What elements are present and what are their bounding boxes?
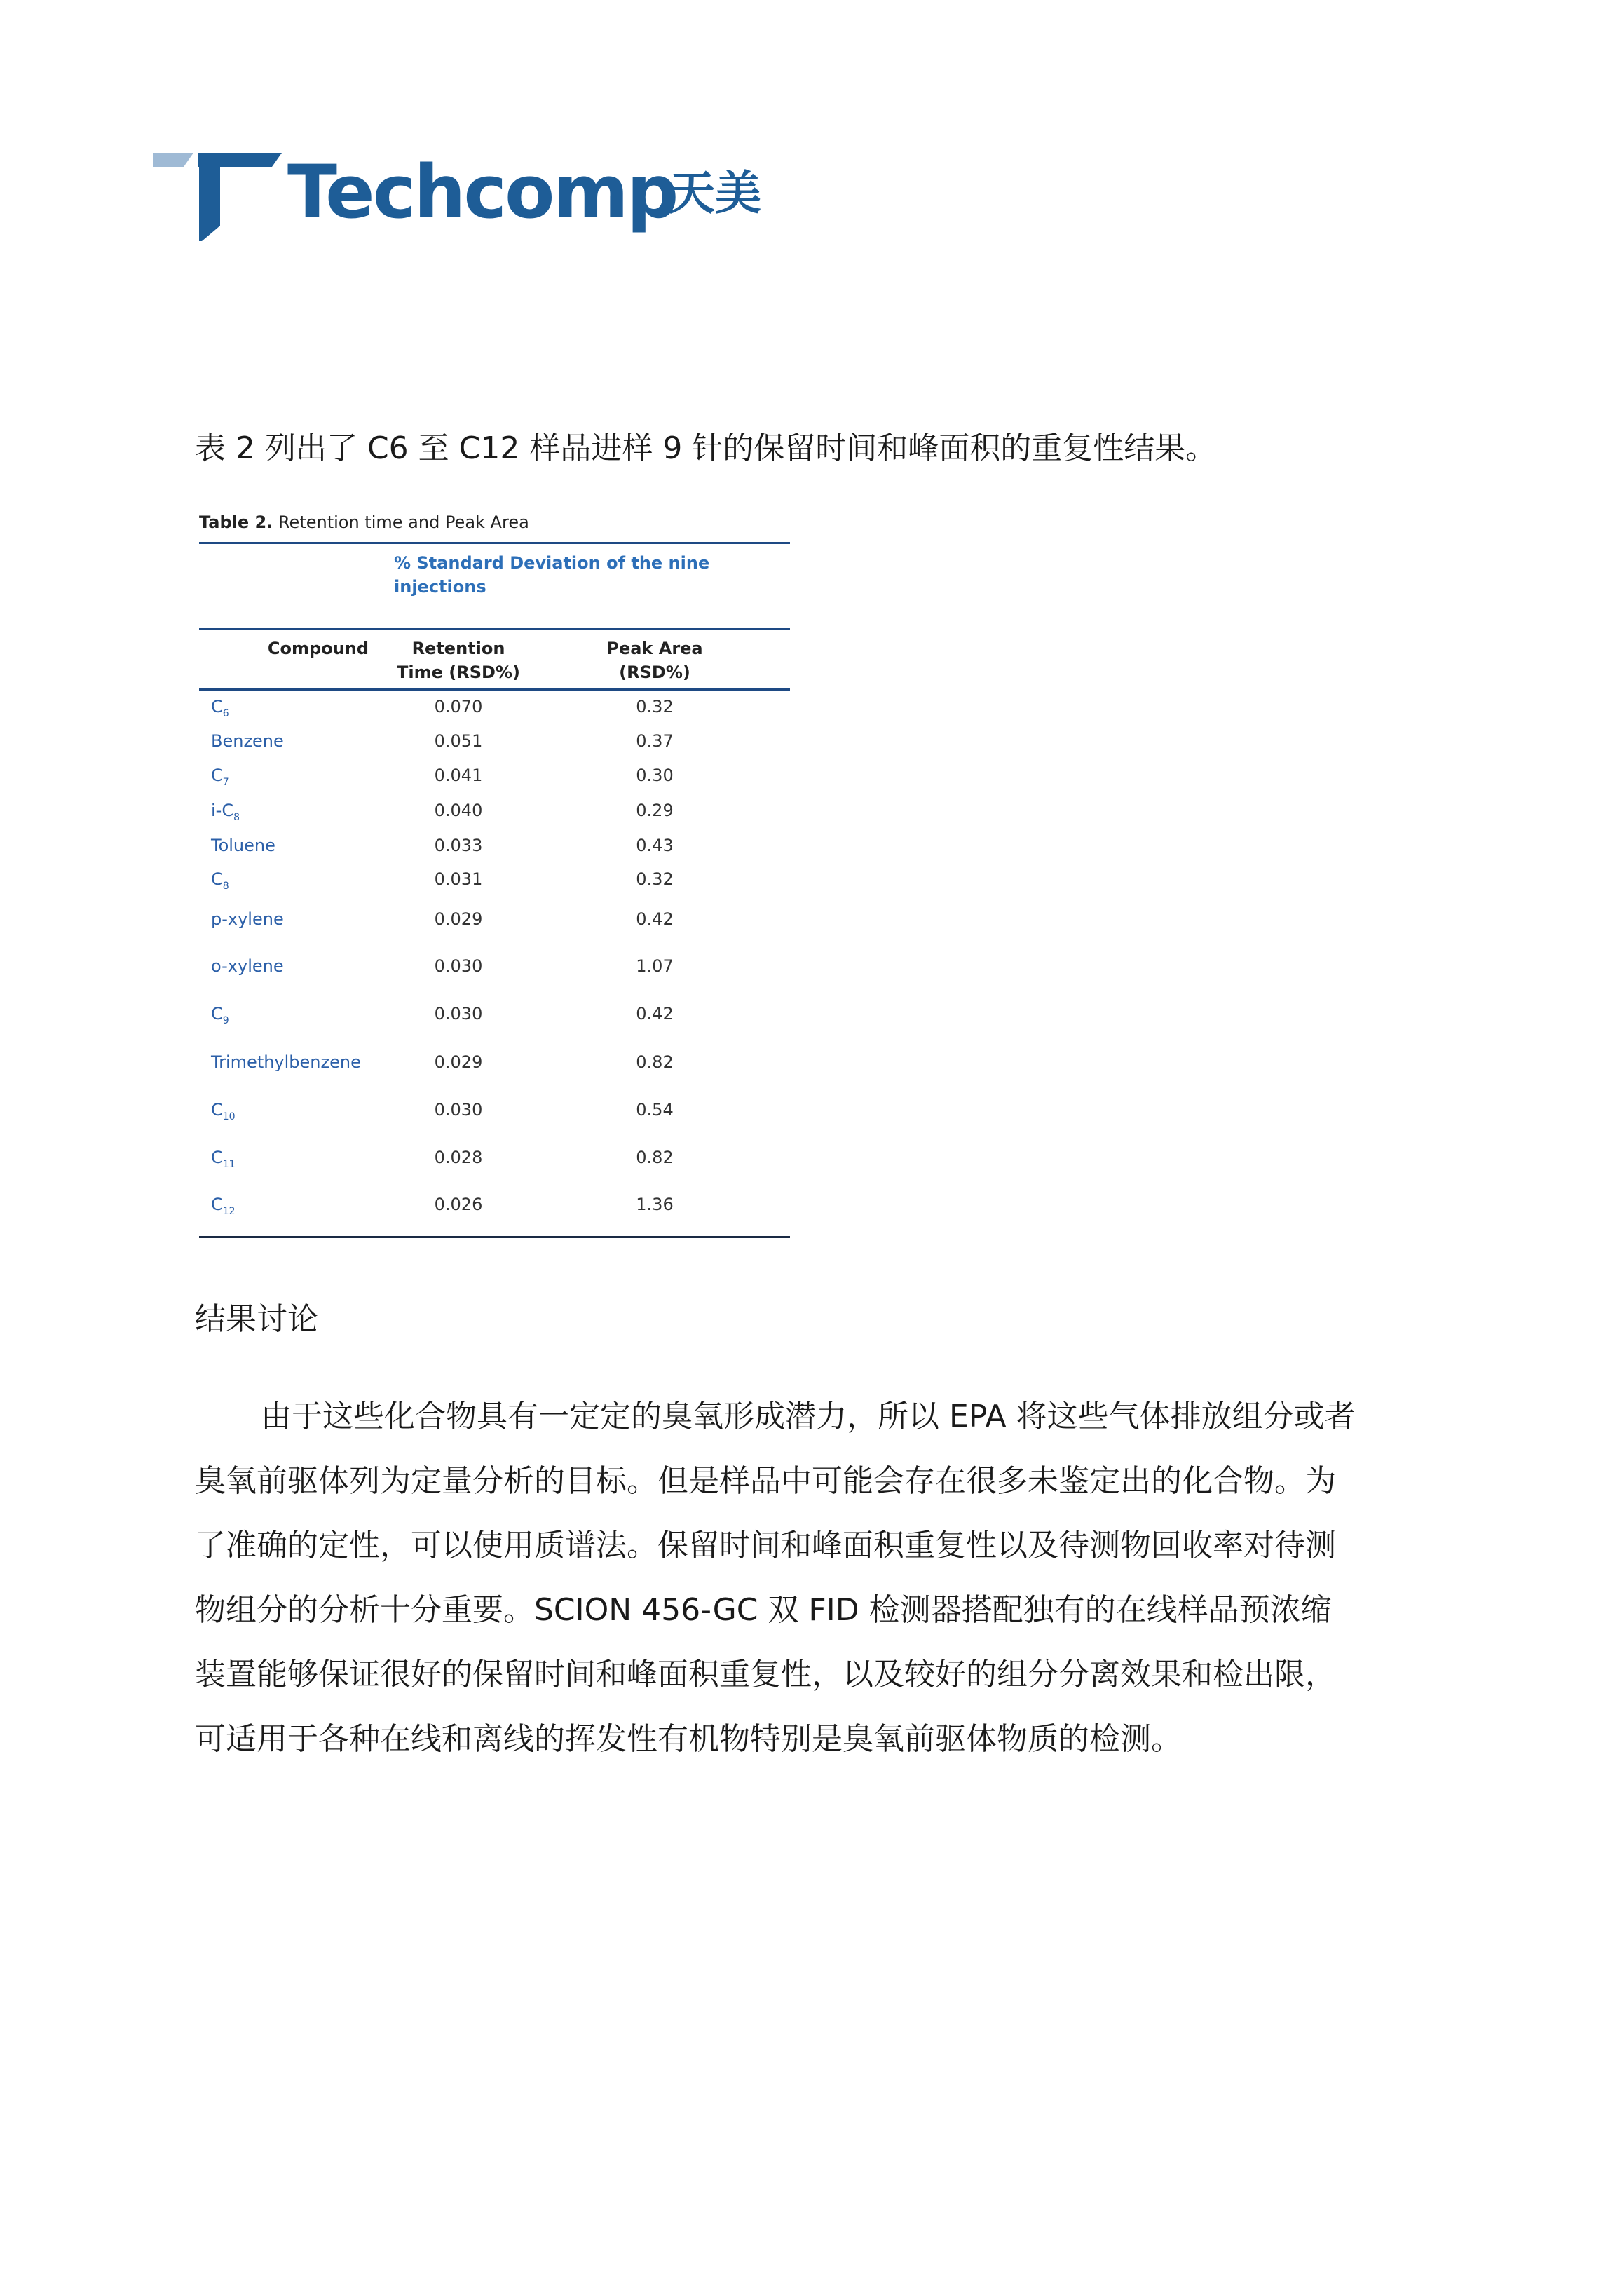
compound-subscript: 9	[222, 1015, 229, 1026]
column-header-pa-line2: (RSD%)	[619, 663, 690, 682]
compound-cell	[211, 693, 229, 728]
peak-area-cell: 0.54	[636, 1100, 674, 1120]
table-bottom-rule	[199, 1236, 790, 1238]
retention-time-cell: 0.028	[434, 1148, 483, 1167]
peak-area-cell: 1.36	[636, 1195, 674, 1214]
table-row	[199, 1143, 790, 1171]
group-header-line2: injections	[394, 577, 486, 597]
compound-cell	[211, 831, 275, 860]
retention-time-cell: 0.026	[434, 1195, 483, 1214]
table-row	[199, 905, 790, 933]
peak-area-cell: 0.82	[636, 1148, 674, 1167]
retention-time-cell: 0.029	[434, 909, 483, 929]
table-header-rule	[199, 628, 790, 630]
compound-subscript: 6	[222, 708, 229, 719]
table-body-rule	[199, 688, 790, 691]
retention-time-cell: 0.030	[434, 1004, 483, 1024]
section-title: 结果讨论	[195, 1301, 318, 1337]
compound-cell	[211, 865, 229, 900]
retention-time-cell: 0.033	[434, 836, 483, 855]
compound-subscript: 12	[222, 1206, 236, 1217]
logo-chinese-name: 天美	[669, 166, 761, 220]
table-caption	[199, 510, 790, 534]
table-caption-text: Retention time and Peak Area	[273, 512, 529, 532]
compound-cell	[211, 1143, 236, 1178]
peak-area-cell: 0.42	[636, 1004, 674, 1024]
compound-name: p-xylene	[211, 909, 284, 929]
peak-area-cell: 1.07	[636, 956, 674, 976]
paragraph-line: 臭氧前驱体列为定量分析的目标。但是样品中可能会存在很多未鉴定出的化合物。为	[195, 1463, 1336, 1499]
table-row	[199, 1000, 790, 1028]
compound-subscript: 8	[233, 812, 240, 823]
retention-time-cell: 0.070	[434, 697, 483, 716]
table-row	[199, 1096, 790, 1124]
discussion-paragraph	[195, 1385, 1436, 1772]
retention-time-cell: 0.031	[434, 869, 483, 889]
compound-name: Trimethylbenzene	[211, 1052, 361, 1072]
peak-area-cell: 0.43	[636, 836, 674, 855]
table-row	[199, 693, 790, 721]
intro-text: 表 2 列出了 C6 至 C12 样品进样 9 针的保留时间和峰面积的重复性结果。	[195, 430, 1217, 466]
compound-name: o-xylene	[211, 956, 284, 976]
retention-time-cell: 0.051	[434, 731, 483, 751]
compound-subscript: 11	[222, 1159, 236, 1170]
retention-time-cell: 0.040	[434, 801, 483, 820]
peak-area-cell: 0.32	[636, 697, 674, 716]
table-row	[199, 1190, 790, 1218]
compound-cell	[211, 952, 284, 980]
peak-area-cell: 0.30	[636, 766, 674, 785]
column-header-compound	[227, 637, 409, 660]
compound-name: i-C	[211, 801, 234, 820]
compound-cell	[211, 727, 284, 755]
compound-cell	[211, 1048, 361, 1076]
compound-name: Benzene	[211, 731, 284, 751]
compound-subscript: 7	[222, 777, 229, 788]
column-header-rt-line2: Time (RSD%)	[397, 663, 520, 682]
paragraph-line: 可适用于各种在线和离线的挥发性有机物特别是臭氧前驱体物质的检测。	[195, 1721, 1182, 1757]
compound-cell	[211, 796, 240, 831]
peak-area-cell: 0.82	[636, 1052, 674, 1072]
paragraph-line: 物组分的分析十分重要。SCION 456-GC 双 FID 检测器搭配独有的在线样品预浓缩	[195, 1592, 1332, 1628]
retention-time-cell: 0.030	[434, 1100, 483, 1120]
compound-cell	[211, 905, 284, 933]
retention-time-cell: 0.041	[434, 766, 483, 785]
retention-time-cell: 0.030	[434, 956, 483, 976]
techcomp-logo	[153, 147, 784, 245]
table-row	[199, 761, 790, 789]
compound-name: C	[211, 1100, 223, 1120]
compound-name: C	[211, 1195, 223, 1214]
peak-area-cell: 0.32	[636, 869, 674, 889]
column-header-rt-line1: Retention	[411, 639, 505, 658]
compound-cell	[211, 1096, 236, 1131]
compound-name: C	[211, 1004, 223, 1024]
logo-wordmark: Techcomp	[287, 149, 677, 235]
results-table	[199, 510, 790, 1217]
compound-name: C	[211, 1148, 223, 1167]
compound-cell	[211, 761, 229, 796]
table-row	[199, 1048, 790, 1076]
techcomp-logo-icon	[153, 153, 286, 241]
compound-name: C	[211, 697, 223, 716]
column-header-pa-line1: Peak Area	[606, 639, 703, 658]
paragraph-line: 了准确的定性，可以使用质谱法。保留时间和峰面积重复性以及待测物回收率对待测	[195, 1528, 1336, 1563]
table-row	[199, 796, 790, 824]
group-header-line1: % Standard Deviation of the nine	[394, 553, 710, 573]
paragraph-line: 由于这些化合物具有一定定的臭氧形成潜力，所以 EPA 将这些气体排放组分或者	[261, 1399, 1356, 1434]
peak-area-cell: 0.37	[636, 731, 674, 751]
table-top-rule	[199, 542, 790, 544]
paragraph-line: 装置能够保证很好的保留时间和峰面积重复性，以及较好的组分分离效果和检出限，	[195, 1657, 1336, 1692]
retention-time-cell: 0.029	[434, 1052, 483, 1072]
compound-name: C	[211, 766, 223, 785]
table-caption-label: Table 2.	[199, 512, 273, 532]
table-row	[199, 831, 790, 860]
table-row	[199, 727, 790, 755]
column-header-retention-time	[388, 637, 529, 684]
column-header-peak-area	[585, 637, 725, 684]
compound-name: Toluene	[211, 836, 275, 855]
column-header-compound-text: Compound	[267, 639, 369, 658]
table-row	[199, 865, 790, 893]
peak-area-cell: 0.42	[636, 909, 674, 929]
peak-area-cell: 0.29	[636, 801, 674, 820]
compound-name: C	[211, 869, 223, 889]
compound-cell	[211, 1190, 236, 1225]
compound-subscript: 10	[222, 1111, 236, 1122]
compound-subscript: 8	[222, 881, 229, 892]
table-row	[199, 952, 790, 980]
compound-cell	[211, 1000, 229, 1035]
table-group-header	[394, 551, 744, 599]
